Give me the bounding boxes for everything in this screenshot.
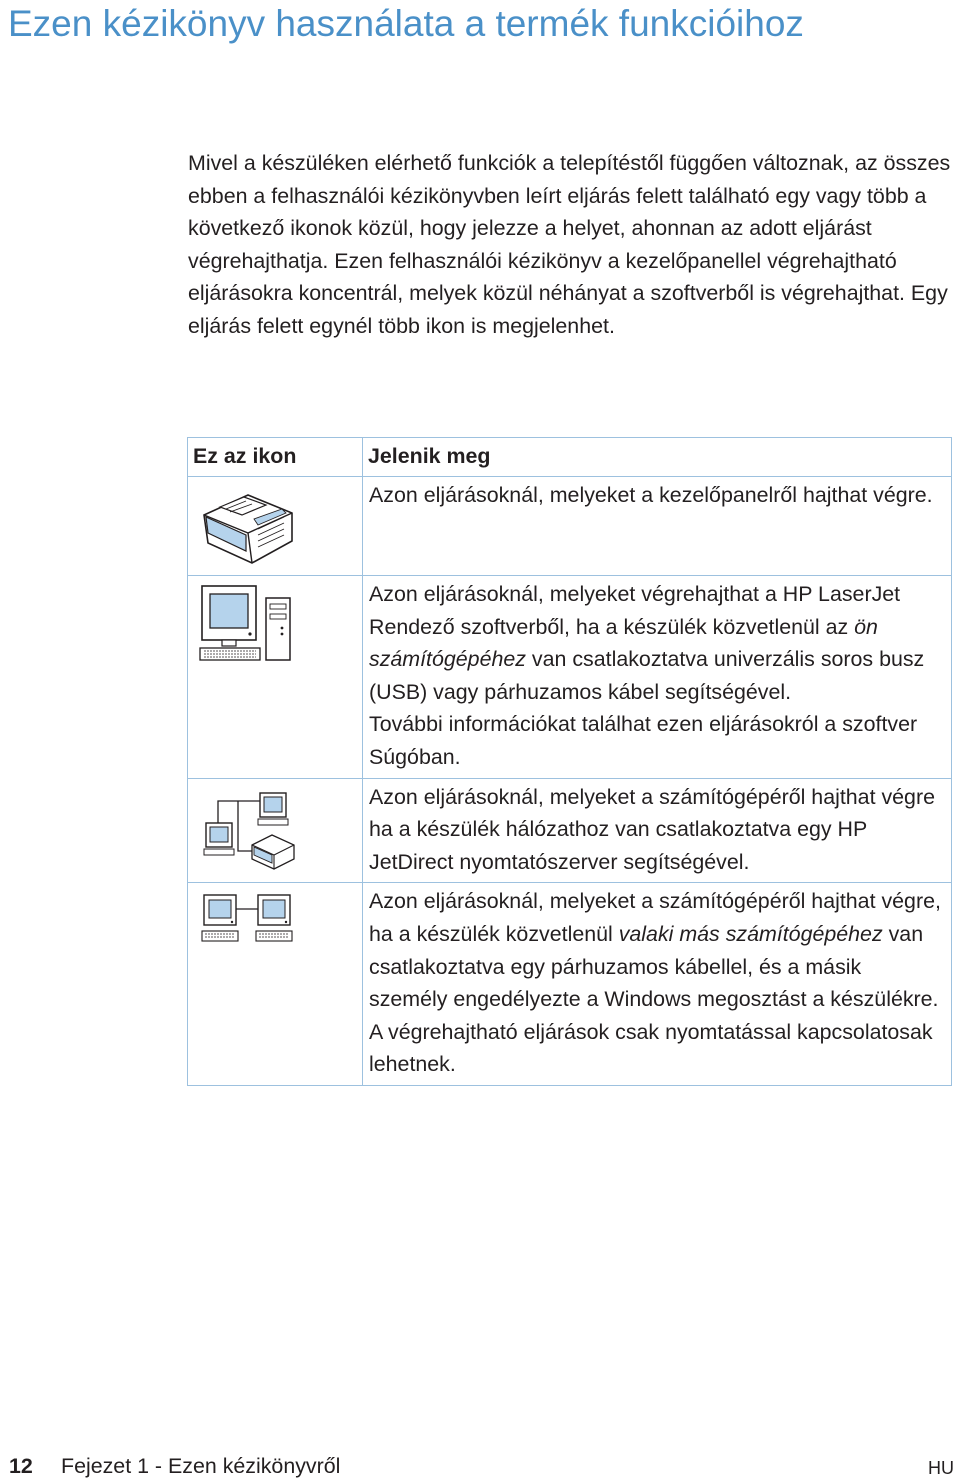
computer-icon [196, 584, 296, 668]
description-text-extra: További információkat találhat ezen eljárásokról a szoftver Súgóban. [369, 712, 918, 769]
shared-computers-icon [196, 891, 306, 951]
page-number: 12 [9, 1454, 33, 1478]
row-description [363, 778, 952, 883]
description-text: Azon eljárásoknál, melyeket a számítógépéről hajthat végre ha a készülék hálózathoz van csatlakoztatva egy HP JetDirect nyomtatószerver segítségével. [369, 784, 935, 874]
icon-cell [188, 576, 363, 779]
icon-legend-table [187, 437, 952, 1086]
row-description [363, 883, 952, 1086]
description-text: Azon eljárásoknál, melyeket a számítógépéről hajthat végre, ha a készülék közvetlenül valaki más számítógépéhez van csatlakoztatva egy párhuzamos kábellel, és a másik személy engedélyezte a Windows megosztást a készülékre. [369, 889, 941, 1012]
row-description [363, 576, 952, 779]
icon-cell [188, 778, 363, 883]
table-row [188, 576, 952, 779]
description-text: Azon eljárásoknál, melyeket végrehajthat a HP LaserJet Rendező szoftverből, ha a készülék közvetlenül az ön számítógépéhez van csatlakoztatva univerzális soros busz (USB) vagy párhuzamos kábel segítségével. [369, 582, 925, 704]
row-description [363, 477, 952, 576]
printer-icon [196, 485, 296, 571]
table-row [188, 778, 952, 883]
description-text-extra: A végrehajtható eljárások csak nyomtatással kapcsolatosak lehetnek. [369, 1019, 933, 1077]
icon-cell [188, 477, 363, 576]
emphasis-text: valaki más számítógépéhez [618, 921, 883, 946]
icon-cell [188, 883, 363, 1086]
header-description-column: Jelenik meg [363, 438, 952, 477]
chapter-title: Fejezet 1 - Ezen kézikönyvről [61, 1454, 341, 1478]
description-text: Azon eljárásoknál, melyeket a kezelőpanelről hajthat végre. [369, 483, 933, 507]
emphasis-text: ön számítógépéhez [369, 614, 878, 672]
intro-paragraph: Mivel a készüléken elérhető funkciók a telepítéstől függően változnak, az összes ebben a felhasználói kézikönyvben leírt eljárás felett található egy vagy több a következő ikonok közül, hogy jelezze a helyet, ahonnan az adott eljárást végrehajthatja. Ezen felhasználói kézikönyv a kezelőpanellel végrehajtható eljárásokra koncentrál, melyek közül néhányat a szoftverből is végrehajthat. Egy eljárás felett egynél több ikon is megjelenhet. [188, 151, 951, 338]
page-title: Ezen kézikönyv használata a termék funkcióihoz [8, 3, 804, 44]
page-footer [9, 1450, 954, 1482]
language-code: HU [928, 1458, 954, 1478]
header-icon-column: Ez az ikon [188, 438, 363, 477]
network-icon [196, 787, 296, 871]
table-row [188, 477, 952, 576]
table-row [188, 883, 952, 1086]
table-header-row [188, 438, 952, 477]
